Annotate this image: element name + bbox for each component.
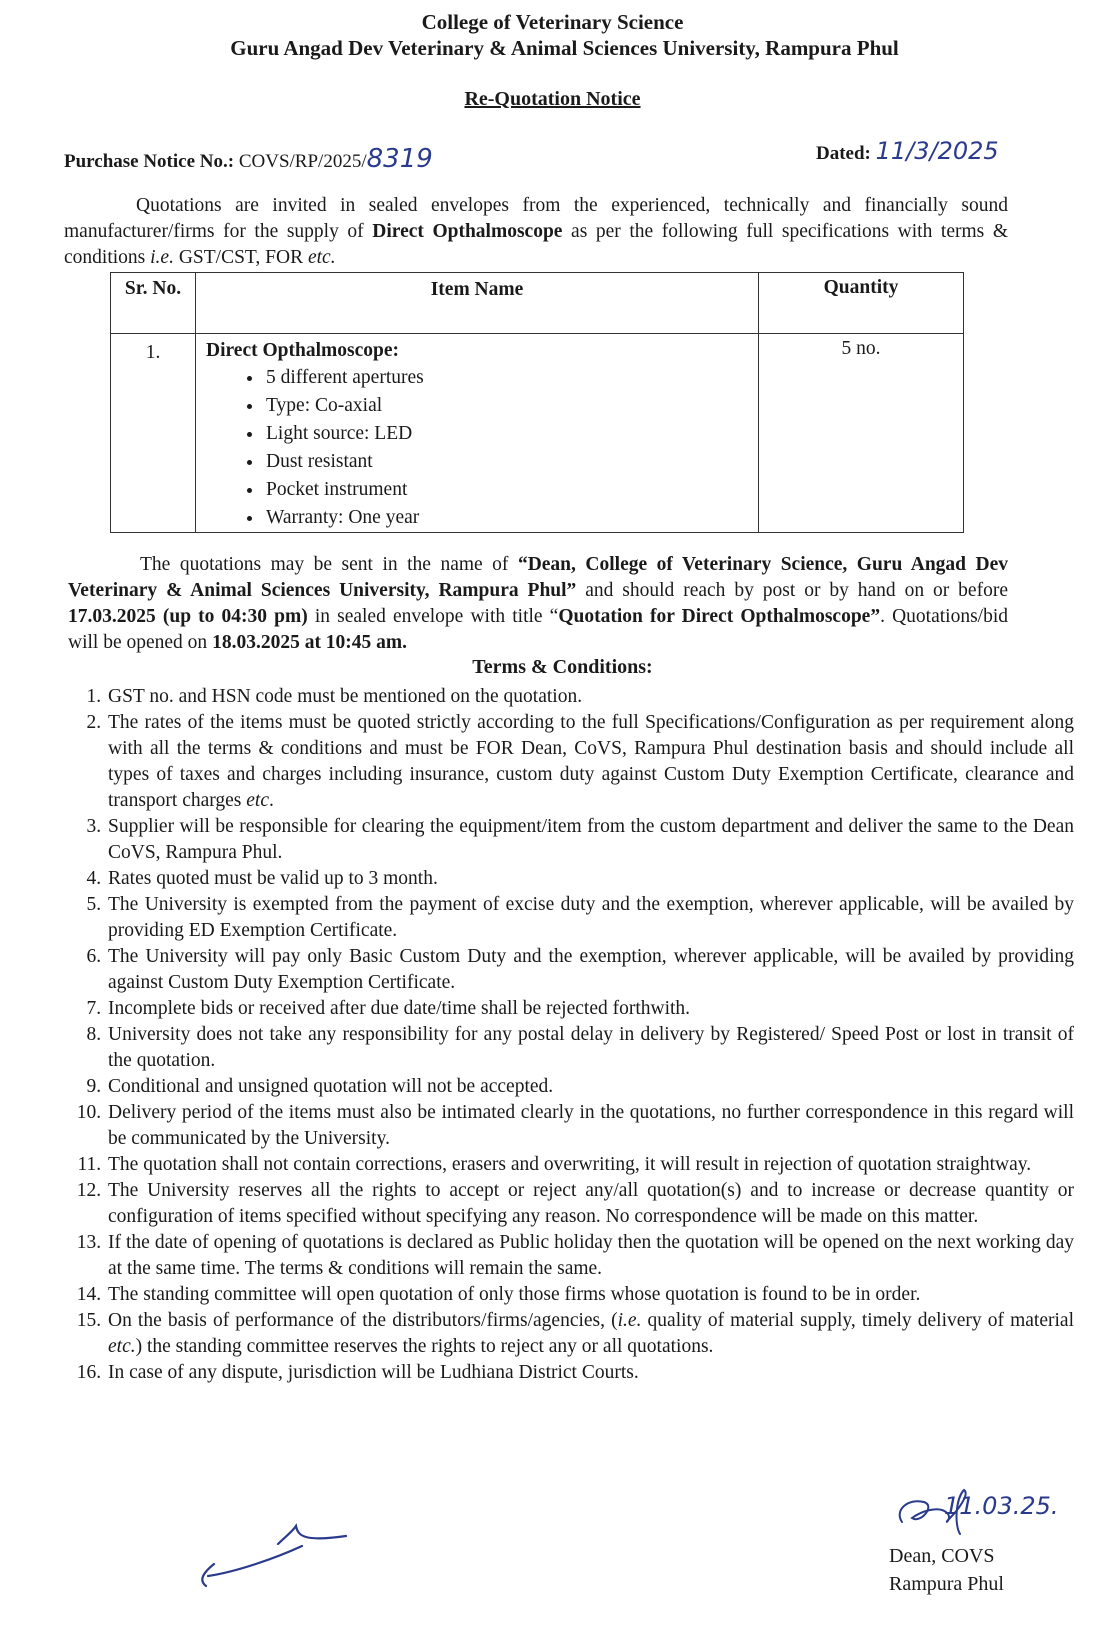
submission-text-3: in sealed envelope with title “	[307, 606, 559, 627]
purchase-notice-prefix: COVS/RP/2025/	[238, 151, 367, 172]
handwritten-notice-number: 8319	[366, 144, 433, 174]
notice-title: Re-Quotation Notice	[464, 88, 641, 110]
purchase-notice-line	[64, 144, 433, 174]
term-text: On the basis of performance of the distributors/firms/agencies, (	[108, 1310, 618, 1331]
spec-item: • 5 different apertures	[264, 364, 748, 392]
header-sr-no: Sr. No.	[111, 273, 196, 334]
intro-paragraph	[64, 193, 1008, 271]
signature-date: 11.03.25.	[944, 1492, 1059, 1520]
term-item: 5. The University is exempted from the payment of excise duty and the exemption, wherever applicable, will be availed by providing ED Exemption Certificate.	[106, 892, 1074, 944]
submission-addressee: “Dean, College of Veterinary Science, Guru Angad Dev Veterinary & Animal Sciences University, Rampura Phul”	[68, 554, 1008, 601]
purchase-notice-label: Purchase Notice No.:	[64, 151, 235, 172]
term-text: ) the standing committee reserves the rights to reject any or all quotations.	[135, 1336, 714, 1357]
intro-text-1: Quotations are invited in sealed envelopes from the experienced, technically and financially sound manufacturer/firms for the supply of	[64, 195, 1008, 242]
term-text: quality of material supply, timely delivery of material	[641, 1310, 1074, 1331]
signature-block	[889, 1542, 1004, 1598]
spec-item: • Warranty: One year	[264, 504, 748, 532]
submission-paragraph	[68, 552, 1008, 656]
term-item: 9. Conditional and unsigned quotation will not be accepted.	[106, 1074, 1074, 1100]
term-item: 12. The University reserves all the rights to accept or reject any/all quotation(s) and to increase or decrease quantity or configuration of items specified without specifying any reason. No correspondence will be made on this matter.	[106, 1178, 1074, 1230]
spec-item: • Dust resistant	[264, 448, 748, 476]
term-text: The rates of the items must be quoted strictly according to the full Specifications/Configuration as per requirement along with all the terms & conditions and must be FOR Dean, CoVS, Rampura Phul destination basis and should include all types of taxes and charges including insurance, custom duty against Custom Duty Exemption Certificate, clearance and transport charges	[108, 712, 1074, 811]
submission-opening-date: 18.03.2025 at 10:45 am.	[212, 632, 408, 653]
intro-ie: i.e.	[150, 247, 174, 268]
term-etc: etc.	[108, 1336, 136, 1357]
term-item: 14. The standing committee will open quotation of only those firms whose quotation is found to be in order.	[106, 1282, 1074, 1308]
term-item	[106, 1308, 1074, 1360]
header-quantity: Quantity	[759, 273, 964, 334]
term-text: .	[269, 790, 274, 811]
intro-item-name: Direct Opthalmoscope	[372, 221, 563, 242]
signatory-designation: Dean, COVS	[889, 1545, 995, 1567]
terms-title: Terms & Conditions:	[472, 656, 653, 678]
college-name: College of Veterinary Science	[421, 10, 684, 34]
term-item: 4. Rates quoted must be valid up to 3 month.	[106, 866, 1074, 892]
term-item: 7. Incomplete bids or received after due date/time shall be rejected forthwith.	[106, 996, 1074, 1022]
submission-text-2: and should reach by post or by hand on or before	[576, 580, 1008, 601]
intro-text-2: as per the following full specifications with terms & conditions	[64, 221, 1008, 268]
term-item: 3. Supplier will be responsible for clearing the equipment/item from the custom department and deliver the same to the Dean CoVS, Rampura Phul.	[106, 814, 1074, 866]
row-item-cell	[196, 334, 759, 533]
spec-item: • Light source: LED	[264, 420, 748, 448]
term-item: 8. University does not take any responsibility for any postal delay in delivery by Registered/ Speed Post or lost in transit of the quotation.	[106, 1022, 1074, 1074]
spec-item: • Pocket instrument	[264, 476, 748, 504]
term-item: 16. In case of any dispute, jurisdiction will be Ludhiana District Courts.	[106, 1360, 1074, 1386]
table-header-row	[111, 273, 964, 334]
handwritten-date: 11/3/2025	[875, 137, 999, 165]
row-item-name: Direct Opthalmoscope:	[206, 340, 399, 361]
term-item: 1. GST no. and HSN code must be mentioned on the quotation.	[106, 684, 1074, 710]
header-item-name: Item Name	[196, 273, 759, 334]
dated-line	[816, 137, 999, 165]
term-ie: i.e.	[617, 1310, 642, 1331]
dated-label: Dated:	[816, 143, 871, 164]
terms-list	[40, 684, 1074, 1386]
signatory-place: Rampura Phul	[889, 1573, 1004, 1595]
term-item: 13. If the date of opening of quotations is declared as Public holiday then the quotation will be opened on the next working day at the same time. The terms & conditions will remain the same.	[106, 1230, 1074, 1282]
submission-text-4: . Quotations/bid will be opened on	[68, 606, 1008, 653]
submission-text-1: The quotations may be sent in the name of	[140, 554, 518, 575]
term-item: 10. Delivery period of the items must also be intimated clearly in the quotations, no further correspondence in this regard will be communicated by the University.	[106, 1100, 1074, 1152]
row-sr-no: 1.	[111, 334, 196, 533]
intro-text-3: GST/CST, FOR	[173, 247, 308, 268]
term-item	[106, 710, 1074, 814]
submission-deadline: 17.03.2025 (up to 04:30 pm)	[68, 606, 308, 627]
intro-etc: etc.	[307, 247, 336, 268]
left-signature-icon	[186, 1506, 366, 1596]
term-etc: etc	[246, 790, 269, 811]
row-quantity: 5 no.	[759, 334, 964, 533]
spec-list	[206, 364, 748, 532]
university-name: Guru Angad Dev Veterinary & Animal Sciences University, Rampura Phul	[230, 36, 899, 60]
term-item: 11. The quotation shall not contain corrections, erasers and overwriting, it will result in rejection of quotation straightway.	[106, 1152, 1074, 1178]
specification-table	[110, 272, 964, 533]
term-item: 6. The University will pay only Basic Custom Duty and the exemption, wherever applicable, will be availed by providing against Custom Duty Exemption Certificate.	[106, 944, 1074, 996]
spec-item: • Type: Co-axial	[264, 392, 748, 420]
submission-envelope-title: Quotation for Direct Opthalmoscope”	[558, 606, 881, 627]
table-row	[111, 334, 964, 533]
